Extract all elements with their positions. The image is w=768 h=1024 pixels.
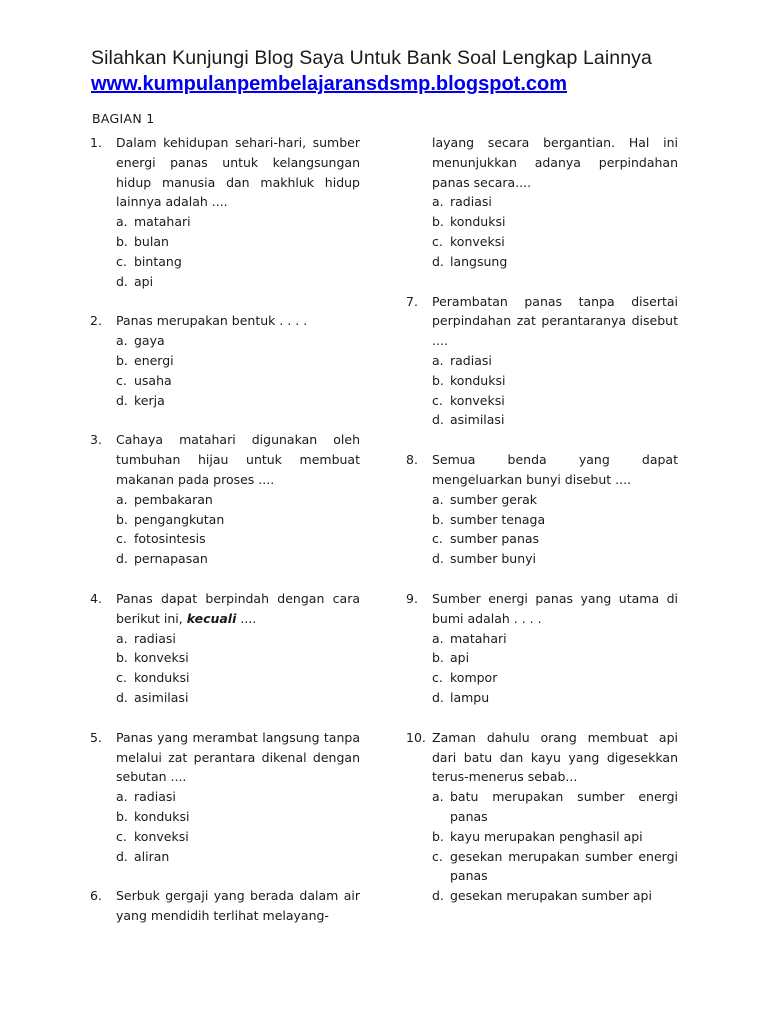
question-6-continued xyxy=(406,133,678,272)
option-c[interactable]: c. sumber panas xyxy=(432,531,540,547)
option-b[interactable]: b. sumber tenaga xyxy=(432,511,546,527)
option-c[interactable]: c. gesekan merupakan sumber energi panas xyxy=(432,848,678,884)
question-1 xyxy=(90,133,360,291)
question-text: Cahaya matahari digunakan oleh tumbuhan hijau untuk membuat makanan pada proses .... xyxy=(116,432,360,487)
question-2 xyxy=(90,311,360,410)
option-b[interactable]: b. bulan xyxy=(116,233,169,249)
emphasis-kecuali: kecuali xyxy=(186,610,237,626)
question-text: Semua benda yang dapat mengeluarkan bunyi disebut .... xyxy=(432,452,678,487)
option-b[interactable]: b. konduksi xyxy=(116,808,190,824)
question-text: Panas dapat berpindah dengan cara berikut ini, kecuali .... xyxy=(116,590,360,626)
question-3 xyxy=(90,430,360,569)
option-b[interactable]: b. kayu merupakan penghasil api xyxy=(432,828,643,844)
option-a[interactable]: a. batu merupakan sumber energi panas xyxy=(432,789,678,824)
option-b[interactable]: b. konduksi xyxy=(432,214,506,230)
question-number: 10. xyxy=(406,729,426,745)
question-text-part1: Serbuk gergaji yang berada dalam air yang mendidih terlihat melayang- xyxy=(116,888,360,924)
option-c[interactable]: c. usaha xyxy=(116,372,172,388)
option-a[interactable]: a. radiasi xyxy=(432,194,492,210)
option-a[interactable]: a. matahari xyxy=(116,214,191,230)
option-c[interactable]: c. konveksi xyxy=(116,828,189,844)
option-a[interactable]: a. sumber gerak xyxy=(432,491,538,507)
option-a[interactable]: a. radiasi xyxy=(432,352,492,368)
option-d[interactable]: d. gesekan merupakan sumber api xyxy=(432,888,652,904)
question-text: Panas merupakan bentuk . . . . xyxy=(116,313,308,329)
option-d[interactable]: d. asimilasi xyxy=(116,689,189,705)
section-title: BAGIAN 1 xyxy=(92,111,155,126)
question-text: Panas yang merambat langsung tanpa melalui zat perantara dikenal dengan sebutan .... xyxy=(116,729,360,785)
question-9 xyxy=(406,589,678,708)
question-number: 9. xyxy=(406,590,418,606)
question-4 xyxy=(90,589,360,708)
question-text: Perambatan panas tanpa disertai perpindahan zat perantaranya disebut .... xyxy=(432,293,678,349)
option-c[interactable]: c. konveksi xyxy=(432,392,505,408)
question-number: 2. xyxy=(90,313,102,329)
option-d[interactable]: d. kerja xyxy=(116,392,165,408)
option-c[interactable]: c. kompor xyxy=(432,670,498,686)
question-5 xyxy=(90,728,360,867)
option-a[interactable]: a. gaya xyxy=(116,333,165,349)
question-number: 5. xyxy=(90,729,102,745)
option-d[interactable]: d. api xyxy=(116,273,154,289)
option-d[interactable]: d. sumber bunyi xyxy=(432,551,536,567)
question-number: 1. xyxy=(90,135,102,150)
question-10 xyxy=(406,728,678,906)
question-8 xyxy=(406,450,678,569)
question-text: Dalam kehidupan sehari-hari, sumber energi panas untuk kelangsungan hidup manusia dan makhluk hidup lainnya adalah .... xyxy=(116,135,360,210)
option-c[interactable]: c. konduksi xyxy=(116,670,190,686)
option-b[interactable]: b. api xyxy=(432,650,470,666)
option-c[interactable]: c. fotosintesis xyxy=(116,531,206,547)
question-number: 7. xyxy=(406,293,418,309)
option-d[interactable]: d. pernapasan xyxy=(116,551,208,567)
option-b[interactable]: b. energi xyxy=(116,352,174,368)
header-title: Silahkan Kunjungi Blog Saya Untuk Bank Soal Lengkap Lainnya xyxy=(91,47,652,69)
question-text-part2: layang secara bergantian. Hal ini menunjukkan adanya perpindahan panas secara.... xyxy=(432,135,678,190)
option-d[interactable]: d. asimilasi xyxy=(432,412,505,428)
question-number: 6. xyxy=(90,888,102,904)
option-b[interactable]: b. konveksi xyxy=(116,650,189,666)
question-number: 3. xyxy=(90,432,102,448)
option-d[interactable]: d. aliran xyxy=(116,848,170,864)
blog-link[interactable]: www.kumpulanpembelajaransdsmp.blogspot.com xyxy=(91,73,568,95)
option-b[interactable]: b. konduksi xyxy=(432,372,506,388)
question-text: Sumber energi panas yang utama di bumi adalah . . . . xyxy=(432,590,678,626)
right-column xyxy=(406,133,678,906)
option-c[interactable]: c. bintang xyxy=(116,253,182,269)
option-a[interactable]: a. radiasi xyxy=(116,789,176,805)
option-d[interactable]: d. lampu xyxy=(432,689,490,705)
question-6 xyxy=(90,886,360,926)
option-a[interactable]: a. radiasi xyxy=(116,630,176,646)
option-c[interactable]: c. konveksi xyxy=(432,233,505,249)
option-d[interactable]: d. langsung xyxy=(432,253,508,269)
option-a[interactable]: a. pembakaran xyxy=(116,491,213,507)
question-number: 8. xyxy=(406,452,418,468)
question-text: Zaman dahulu orang membuat api dari batu dan kayu yang digesekkan terus-menerus sebab... xyxy=(432,729,678,785)
question-7 xyxy=(406,292,678,431)
option-a[interactable]: a. matahari xyxy=(432,630,507,646)
left-column xyxy=(90,133,360,926)
question-number: 4. xyxy=(90,590,102,606)
option-b[interactable]: b. pengangkutan xyxy=(116,511,225,527)
